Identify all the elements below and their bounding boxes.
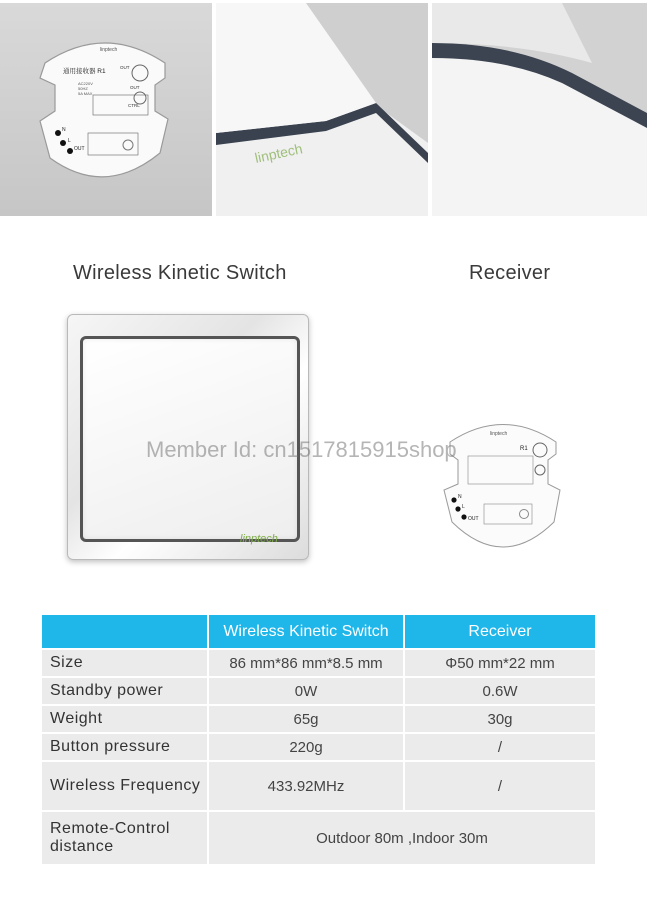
row-label: Wireless Frequency (42, 762, 207, 810)
switch-caption: Wireless Kinetic Switch (73, 262, 287, 284)
table-row (42, 812, 595, 864)
table-row (42, 678, 595, 704)
receiver-outlabel-text: OUT (74, 146, 85, 152)
receiver-device-graphic (430, 412, 576, 558)
receiver-out-text: OUT (120, 65, 130, 70)
switch-value: 86 mm*86 mm*8.5 mm (207, 650, 403, 676)
receiver-value: 0.6W (403, 678, 595, 704)
row-label: Standby power (42, 678, 207, 704)
switch-value: 220g (207, 734, 403, 760)
header-receiver: Receiver (403, 615, 595, 648)
receiver-value: 30g (403, 706, 595, 732)
receiver-device-l: L (462, 504, 465, 510)
receiver-current-text: 5A MAX (78, 91, 93, 96)
receiver-model-text: 通用接收器 R1 (63, 68, 106, 75)
merged-value: Outdoor 80m ,Indoor 30m (207, 812, 595, 864)
receiver-closeup-photo (0, 3, 212, 216)
switch-brand-label: linptech (240, 533, 278, 545)
table-row (42, 650, 595, 676)
switch-corner-graphic (432, 3, 647, 216)
receiver-value: / (403, 762, 595, 810)
header-blank (42, 615, 207, 648)
receiver-out-text-2: OUT (130, 85, 140, 90)
receiver-freq-text: 50HZ (78, 86, 88, 91)
watermark-text: Member Id: cn1517815915shop (146, 437, 457, 462)
receiver-ctrl-text: CTRL (128, 103, 140, 108)
receiver-device-model: R1 (520, 446, 528, 452)
receiver-device-out: OUT (468, 516, 479, 522)
table-row (42, 762, 595, 810)
table-header-row (42, 615, 595, 648)
receiver-device-brand: linptech (490, 431, 508, 437)
row-label: Button pressure (42, 734, 207, 760)
receiver-closeup-graphic (0, 3, 212, 216)
row-label: Size (42, 650, 207, 676)
receiver-brand-text: linptech (100, 47, 118, 53)
table-row (42, 706, 595, 732)
receiver-voltage-text: AC220V (78, 81, 93, 86)
switch-value: 0W (207, 678, 403, 704)
switch-corner-photo (432, 3, 647, 216)
receiver-caption: Receiver (469, 262, 551, 284)
switch-edge-photo (216, 3, 428, 216)
spec-table (42, 613, 595, 866)
receiver-device-n: N (458, 494, 462, 500)
row-label: Weight (42, 706, 207, 732)
switch-edge-brand: linptech (253, 140, 304, 166)
switch-edge-graphic (216, 3, 428, 216)
receiver-n-text: N (62, 127, 66, 133)
receiver-value: / (403, 734, 595, 760)
header-switch: Wireless Kinetic Switch (207, 615, 403, 648)
switch-value: 65g (207, 706, 403, 732)
switch-value: 433.92MHz (207, 762, 403, 810)
receiver-value: Φ50 mm*22 mm (403, 650, 595, 676)
receiver-l-text: L (68, 138, 71, 144)
row-label: Remote-Control distance (42, 812, 207, 864)
table-row (42, 734, 595, 760)
